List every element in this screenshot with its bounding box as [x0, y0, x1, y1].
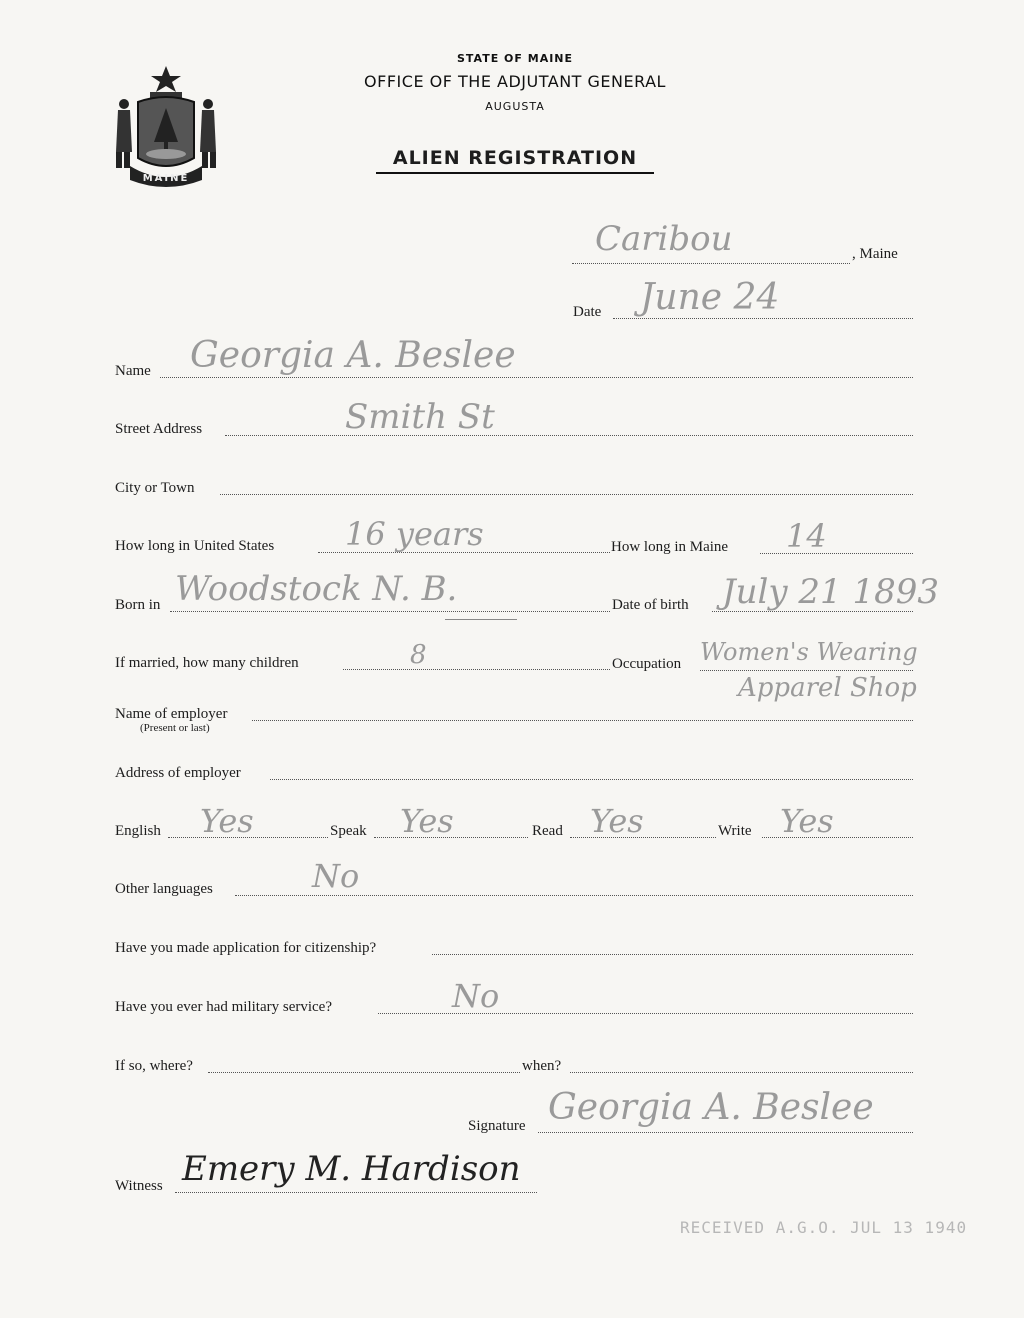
read-entry: Yes — [590, 802, 644, 840]
other-languages-line — [235, 895, 913, 896]
town-entry: Caribou — [595, 219, 733, 259]
street-address-line — [225, 435, 913, 436]
present-or-last-note: (Present or last) — [140, 722, 210, 734]
town-line — [572, 263, 850, 264]
occupation-line — [700, 670, 913, 671]
how-long-maine-line — [760, 553, 913, 554]
witness-line — [175, 1192, 537, 1193]
speak-label: Speak — [330, 823, 367, 839]
seal-text: MAINE — [142, 173, 190, 184]
signature-line — [538, 1132, 913, 1133]
signature-entry: Georgia A. Beslee — [548, 1087, 874, 1128]
children-line — [343, 669, 610, 670]
occupation-entry-line2: Apparel Shop — [738, 673, 917, 703]
english-entry: Yes — [200, 802, 254, 840]
name-line — [160, 377, 913, 378]
other-languages-label: Other languages — [115, 881, 213, 897]
employer-address-line — [270, 779, 913, 780]
military-label: Have you ever had military service? — [115, 999, 332, 1015]
born-in-label: Born in — [115, 597, 161, 613]
maine-label: , Maine — [852, 246, 898, 262]
received-stamp: RECEIVED A.G.O. JUL 13 1940 — [680, 1218, 968, 1237]
employer-label: Name of employer — [115, 706, 228, 722]
date-of-birth-entry: July 21 1893 — [722, 572, 940, 612]
city-label: City or Town — [115, 480, 195, 496]
military-entry: No — [452, 977, 500, 1015]
born-in-entry: Woodstock N. B. — [175, 569, 458, 609]
signature-label: Signature — [468, 1118, 526, 1134]
married-children-label: If married, how many children — [115, 655, 299, 671]
name-label: Name — [115, 363, 151, 379]
when-label: when? — [522, 1058, 562, 1074]
header-state: STATE OF MAINE — [456, 52, 574, 65]
children-entry: 8 — [410, 640, 427, 670]
how-long-maine-label: How long in Maine — [611, 539, 729, 555]
occupation-label: Occupation — [612, 656, 682, 672]
form-title: ALIEN REGISTRATION — [376, 147, 654, 174]
write-label: Write — [718, 823, 752, 839]
read-label: Read — [532, 823, 563, 839]
date-line — [613, 318, 913, 319]
citizenship-line — [432, 954, 913, 955]
header-city: AUGUSTA — [485, 100, 545, 113]
other-languages-entry: No — [312, 857, 360, 895]
how-long-maine-entry: 14 — [786, 517, 827, 555]
if-so-where-label: If so, where? — [115, 1058, 193, 1074]
city-line — [220, 494, 913, 495]
occupation-entry-line1: Women's Wearing — [700, 638, 918, 666]
speak-entry: Yes — [400, 802, 454, 840]
date-entry: June 24 — [640, 277, 780, 318]
when-line — [570, 1072, 913, 1073]
street-address-label: Street Address — [115, 421, 203, 437]
born-in-line — [170, 611, 610, 612]
write-entry: Yes — [780, 802, 834, 840]
date-of-birth-label: Date of birth — [612, 597, 689, 613]
name-entry: Georgia A. Beslee — [190, 335, 516, 376]
english-label: English — [115, 823, 161, 839]
state-seal — [110, 62, 222, 190]
employer-address-label: Address of employer — [115, 765, 241, 781]
employer-line — [252, 720, 913, 721]
date-label: Date — [573, 304, 602, 320]
born-in-underline — [445, 619, 517, 620]
how-long-us-entry: 16 years — [345, 515, 484, 553]
header-office: OFFICE OF THE ADJUTANT GENERAL — [364, 72, 666, 91]
witness-label: Witness — [115, 1178, 163, 1194]
how-long-us-label: How long in United States — [115, 538, 275, 554]
where-line — [208, 1072, 520, 1073]
witness-entry: Emery M. Hardison — [182, 1149, 521, 1189]
street-address-entry: Smith St — [345, 397, 495, 437]
citizenship-label: Have you made application for citizenship? — [115, 940, 377, 956]
